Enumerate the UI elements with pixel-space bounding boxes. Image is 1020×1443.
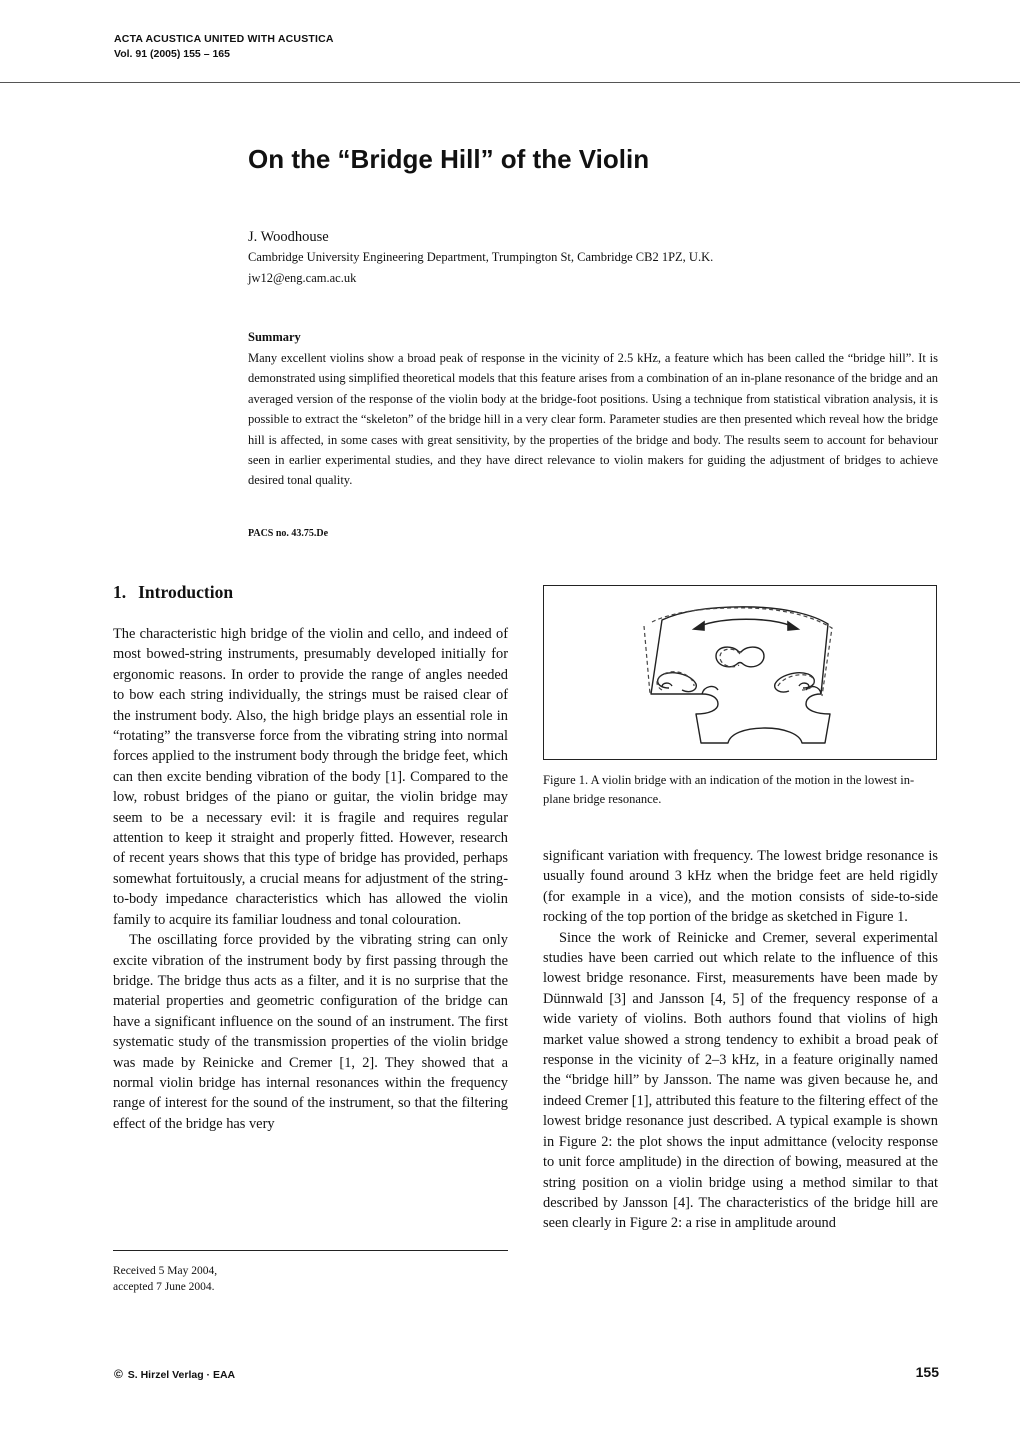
motion-arrow	[700, 619, 792, 626]
author-name: J. Woodhouse	[248, 229, 329, 245]
paragraph: significant variation with frequency. The lowest bridge resonance is usually found around 3 kHz when the bridge feet are held rigidly (for example in a vice), and the motion consists of side-to-side rocking of the top portion of the bridge as sketched in Figure 1.	[543, 848, 938, 926]
author-affiliation: Cambridge University Engineering Department, Trumpington St, Cambridge CB2 1PZ, U.K.	[248, 250, 714, 264]
heart-cutout	[716, 647, 764, 667]
publisher-footer	[114, 1367, 235, 1381]
paragraph: The oscillating force provided by the vibrating string can only excite vibration of the instrument body by first passing through the bridge. The bridge thus acts as a filter, and it is no surprise that the material properties and geometric configuration of the bridge can have a significant influence on the sound of an instrument. The first systematic study of the transmission properties of the violin bridge was made by Reinicke and Cremer [1, 2]. They showed that a normal violin bridge has internal resonances within the frequency range of interest for the sound of the instrument, so that the filtering effect of the bridge has very	[113, 932, 508, 1132]
summary-heading: Summary	[248, 330, 301, 344]
paragraph: The characteristic high bridge of the violin and cello, and indeed of most bowed-string instruments, presumably developed initially for ergonomic reasons. In order to provide the range of angles needed to bow each string individually, the strings must be raised clear of the instrument body. Also, the high bridge plays an essential role in “rotating” the transverse force from the vibrating string into normal forces applied to the instrument body through the bridge feet, which can then excite bending vibration of the body [1]. Compared to the low, robust bridges of the piano or guitar, the violin bridge may seem to be a necessary evil: it is fragile and requires regular attention to keep it straight and properly fitted. However, research of recent years shows that this type of bridge has provided, perhaps somewhat fortuitously, a crucial means for adjustment of the string-to-body impedance characteristics which has allowed the violin family to acquire its familiar loudness and tonal colouration.	[113, 626, 508, 928]
section-heading	[113, 582, 233, 603]
right-column	[543, 846, 938, 1234]
paragraph: Since the work of Reinicke and Cremer, several experimental studies have been carried out which relate to the influence of this lowest bridge resonance. First, measurements have been made by Dünnwald [3] and Jansson [4, 5] of the frequency response of a wide variety of violins. Both authors found that violins of high market value showed a strong tendency to exhibit a broad peak of response in the vicinity of 2–3 kHz, in a feature originally named the “bridge hill” by Jansson. The name was given because he, and indeed Cremer [1], attributed this feature to the filtering effect of the lowest bridge resonance just described. A typical example is shown in Figure 2: the plot shows the input admittance (velocity response to unit force amplitude) in the direction of bowing, measured at the string position on a violin bridge using a method similar to that described by Jansson [4]. The characteristics of the bridge hill are seen clearly in Figure 2: a rise in amplitude around	[543, 929, 938, 1232]
author-email[interactable]: jw12@eng.cam.ac.uk	[248, 271, 357, 285]
summary-text: Many excellent violins show a broad peak of response in the vicinity of 2.5 kHz, a feature which has been called the “bridge hill”. It is demonstrated using simplified theoretical models that this feature arises from a combination of an in-plane resonance of the bridge and an averaged version of the response of the violin body at the bridge-foot positions. Using a technique from statistical vibration analysis, it is possible to extract the “skeleton” of the bridge hill in a very clear form. Parameter studies are then presented which reveal how the bridge hill is affected, in some cases with great sensitivity, by the properties of the bridge and body. The results seem to account for behaviour seen in earlier experimental studies, and they have direct relevance to violin makers for guiding the adjustment of bridges to achieve desired tonal quality.	[248, 351, 938, 488]
article-title: On the “Bridge Hill” of the Violin	[248, 144, 650, 174]
figure-1-frame	[543, 585, 937, 760]
left-column	[113, 624, 508, 1134]
pacs-number: PACS no. 43.75.De	[248, 528, 329, 539]
section-title: Introduction	[138, 582, 234, 602]
publisher-name: S. Hirzel Verlag · EAA	[127, 1369, 236, 1381]
left-kidney-cutout	[658, 673, 697, 692]
figure-1-caption: Figure 1. A violin bridge with an indication of the motion in the lowest in-plane bridge resonance.	[543, 773, 915, 806]
arrowhead-left	[694, 622, 704, 630]
copyright-symbol: ©	[114, 1367, 123, 1381]
page-number: 155	[915, 1364, 939, 1380]
accepted-date: accepted 7 June 2004.	[113, 1281, 215, 1293]
violin-bridge-illustration	[544, 586, 938, 761]
header-rule	[0, 82, 1020, 83]
volume-info: Vol. 91 (2005) 155 – 165	[114, 48, 230, 60]
footnote-rule	[113, 1250, 508, 1251]
journal-name: ACTA ACUSTICA UNITED WITH ACUSTICA	[114, 33, 334, 45]
received-date: Received 5 May 2004,	[113, 1265, 218, 1277]
section-number: 1.	[113, 582, 127, 602]
arrowhead-right	[788, 622, 798, 630]
